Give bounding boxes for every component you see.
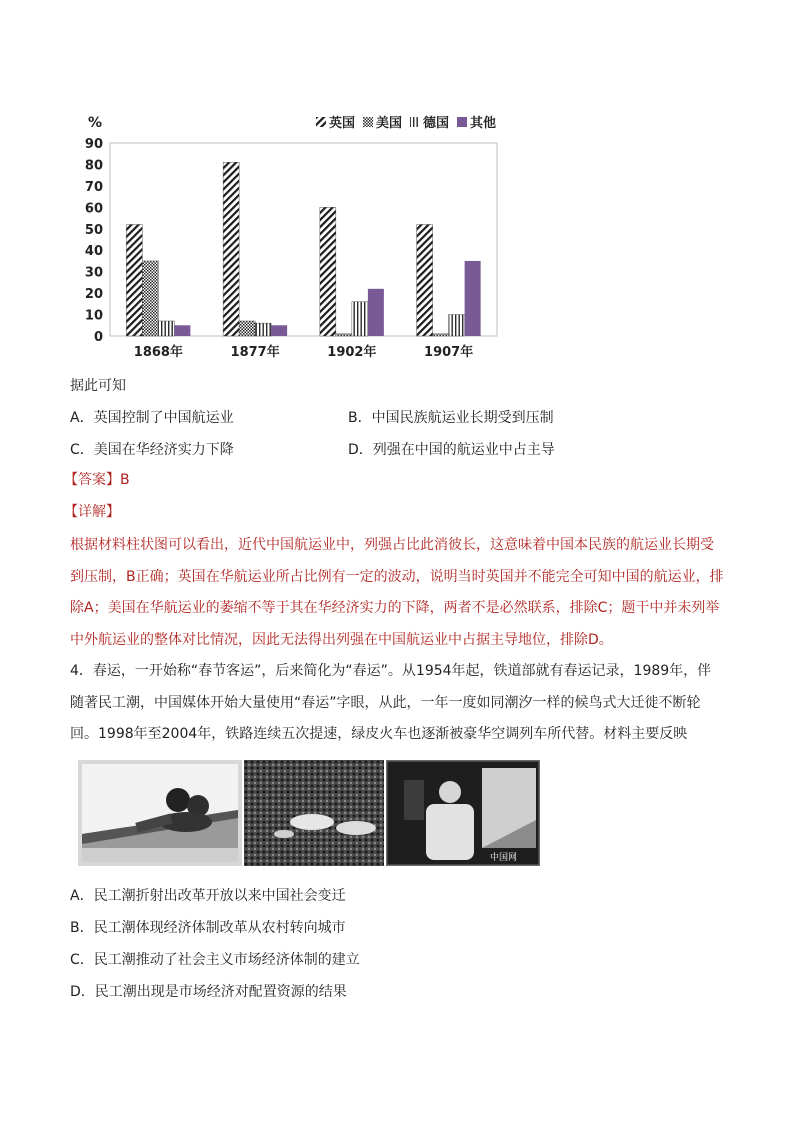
bar-其他-1877年 [271, 325, 287, 336]
q3-detail-line: 根据材料柱状图可以看出，近代中国航运业中，列强占比此消彼长，这意味着中国本民族的航运业长期受 [70, 537, 714, 553]
legend-swatch [457, 117, 467, 127]
q3-stem: 据此可知 [70, 378, 126, 394]
q4-photos [78, 760, 540, 866]
x-tick-label: 1907年 [424, 345, 474, 360]
y-tick-label: 40 [84, 244, 103, 260]
legend-label: 英国 [329, 116, 356, 131]
x-axis-ticks [134, 344, 473, 360]
q3-answer: 【答案】B [64, 472, 130, 488]
q3-detail-line: 除A；美国在华航运业的萎缩不等于其在华经济实力的下降，两者不是必然联系，排除C；题干中并未列举 [70, 600, 720, 616]
bar-美国-1877年 [239, 321, 255, 336]
bar-chart [84, 108, 504, 364]
bar-美国-1902年 [336, 334, 352, 336]
q4-stem [70, 656, 730, 751]
q4-option-b: B．民工潮体现经济体制改革从农村转向城市 [70, 920, 346, 936]
y-axis-ticks [85, 137, 103, 345]
crowd-photo [244, 760, 384, 866]
photo-watermark: 中国网 [490, 853, 518, 863]
q3-option-a: A．英国控制了中国航运业 [70, 410, 234, 426]
bar-德国-1902年 [352, 302, 368, 336]
bar-德国-1877年 [255, 323, 271, 336]
q4-stem-line: 4．春运，一开始称“春节客运”，后来简化为“春运”。从1954年起，铁道部就有春运记录，1989年，伴 [70, 663, 712, 679]
bar-英国-1907年 [417, 224, 433, 336]
bar-英国-1877年 [223, 162, 239, 336]
train-passenger-photo [386, 760, 540, 866]
q3-option-c: C．美国在华经济实力下降 [70, 442, 234, 458]
bar-美国-1868年 [142, 261, 158, 336]
bar-其他-1868年 [174, 325, 190, 336]
q3-detail [70, 530, 730, 656]
q3-detail-title: 【详解】 [64, 504, 120, 520]
bar-美国-1907年 [433, 334, 449, 336]
y-axis-label: % [88, 115, 103, 131]
bars [126, 162, 480, 336]
y-tick-label: 0 [93, 330, 103, 345]
y-tick-label: 30 [84, 265, 103, 281]
q4-stem-line: 回。1998年至2004年，铁路连续五次提速，绿皮火车也逐渐被豪华空调列车所代替。材料主要反映 [70, 726, 688, 742]
x-tick-label: 1877年 [230, 345, 280, 360]
legend-swatch [410, 117, 420, 127]
x-tick-label: 1868年 [133, 345, 183, 360]
bar-德国-1907年 [449, 315, 465, 336]
q3-option-d: D．列强在中国的航运业中占主导 [348, 442, 555, 458]
plot-frame [110, 143, 497, 336]
q4-option-a: A．民工潮折射出改革开放以来中国社会变迁 [70, 888, 346, 904]
y-tick-label: 80 [84, 158, 103, 174]
y-tick-label: 90 [84, 137, 103, 152]
q4-option-c: C．民工潮推动了社会主义市场经济体制的建立 [70, 952, 360, 968]
train-window-photo [78, 760, 242, 866]
y-tick-label: 10 [84, 308, 103, 324]
legend-label: 其他 [470, 116, 497, 131]
legend-swatch [363, 117, 373, 127]
bar-其他-1907年 [465, 261, 481, 336]
bar-德国-1868年 [158, 321, 174, 336]
q3-detail-line: 到压制，B正确；英国在华航运业所占比例有一定的波动，说明当时英国并不能完全可知中国的航运业，排 [70, 568, 724, 585]
q3-detail-line: 中外航运业的整体对比情况，因此无法得出列强在中国航运业中占据主导地位，排除D。 [70, 631, 613, 648]
y-tick-label: 20 [84, 287, 103, 303]
legend-swatch [316, 117, 326, 127]
bar-其他-1902年 [368, 289, 384, 336]
bar-英国-1902年 [320, 207, 336, 336]
y-tick-label: 70 [84, 179, 103, 195]
legend-label: 美国 [376, 116, 403, 131]
y-tick-label: 60 [84, 201, 103, 217]
q4-option-d: D．民工潮出现是市场经济对配置资源的结果 [70, 984, 347, 1000]
q4-stem-line: 随著民工潮，中国媒体开始大量使用“春运”字眼，从此，一年一度如同潮汐一样的候鸟式大迁徙不断轮 [70, 694, 701, 711]
legend-label: 德国 [423, 116, 450, 131]
y-tick-label: 50 [84, 222, 103, 238]
q3-option-b: B．中国民族航运业长期受到压制 [348, 410, 554, 426]
x-tick-label: 1902年 [327, 345, 377, 360]
chart-legend [316, 115, 496, 131]
bar-英国-1868年 [126, 224, 142, 336]
